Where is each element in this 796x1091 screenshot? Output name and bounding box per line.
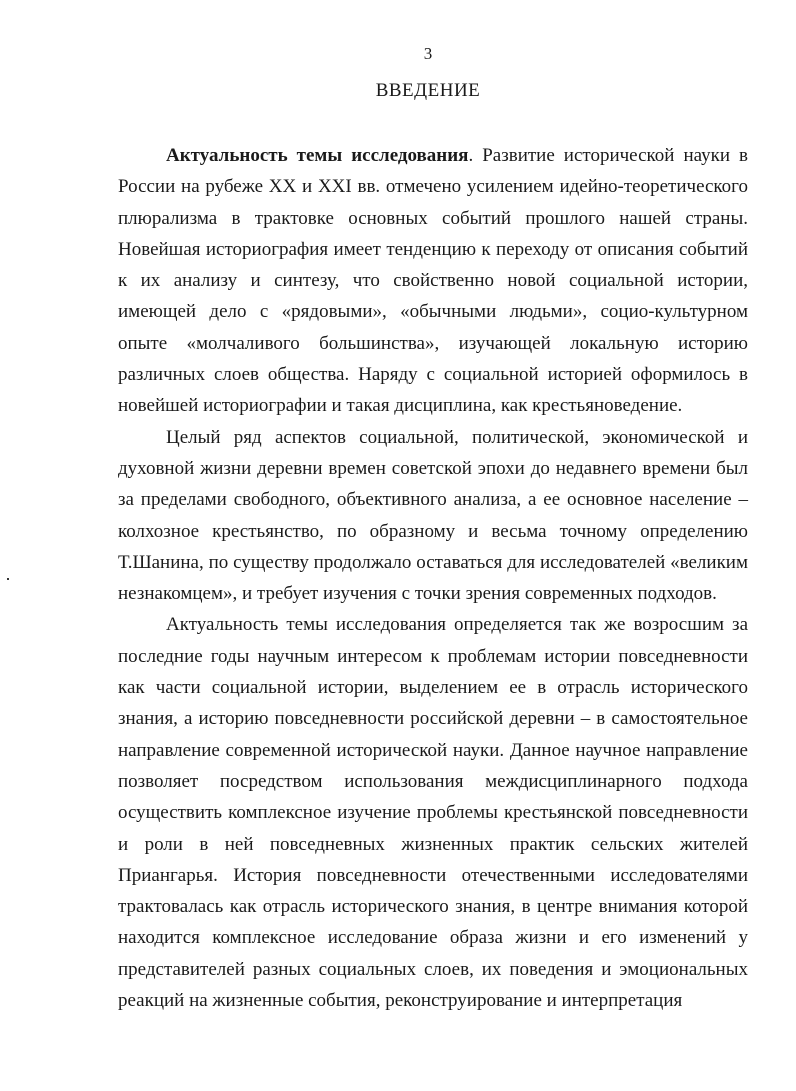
paragraph-1-lead: Актуальность темы исследования <box>166 145 469 166</box>
paragraph-1-text: . Развитие исторической науки в России на рубеже XX и XXI вв. отмечено усилением идейно-теоретического плюрализма в трактовке основных событий прошлого нашей страны. Новейшая историография имеет тенденцию к переходу от описания событий к их анализу и синтезу, что свойственно новой социальной истории, имеющей дело с «рядовыми», «обычными людьми», социо-культурном опыте «молчаливого большинства», изучающей локальную историю различных слоев общества. Наряду с социальной историей оформилось в новейшей историографии и такая дисциплина, как крестьяноведение. <box>118 145 748 417</box>
paragraph-3: Актуальность темы исследования определяется так же возросшим за последние годы научным интересом к проблемам истории повседневности как части социальной истории, выделением ее в отрасль исторического знания, а историю повседневности российской деревни – в самостоятельное направление современной исторической науки. Данное научное направление позволяет посредством использования междисциплинарного подхода осуществить комплексное изучение проблемы крестьянской повседневности и роли в ней повседневных жизненных практик сельских жителей Приангарья. История повседневности отечественными исследователями трактовалась как отрасль исторического знания, в центре внимания которой находится комплексное исследование образа жизни и его изменений у представителей разных социальных слоев, их поведения и эмоциональных реакций на жизненные события, реконструирование и интерпретация <box>118 614 748 1012</box>
section-heading: ВВЕДЕНИЕ <box>375 80 481 101</box>
scan-speck <box>7 578 9 580</box>
paragraph-1 <box>118 140 748 422</box>
page-number: 3 <box>423 44 433 63</box>
paragraph-2: Целый ряд аспектов социальной, политической, экономической и духовной жизни деревни времен советской эпохи до недавнего времени был за пределами свободного, объективного анализа, а ее основное население – колхозное крестьянство, по образному и весьма точному определению Т.Шанина, по существу продолжало оставаться для исследователей «великим незнакомцем», и требует изучения с точки зрения современных подходов. <box>118 426 748 605</box>
body-text <box>118 140 748 1016</box>
